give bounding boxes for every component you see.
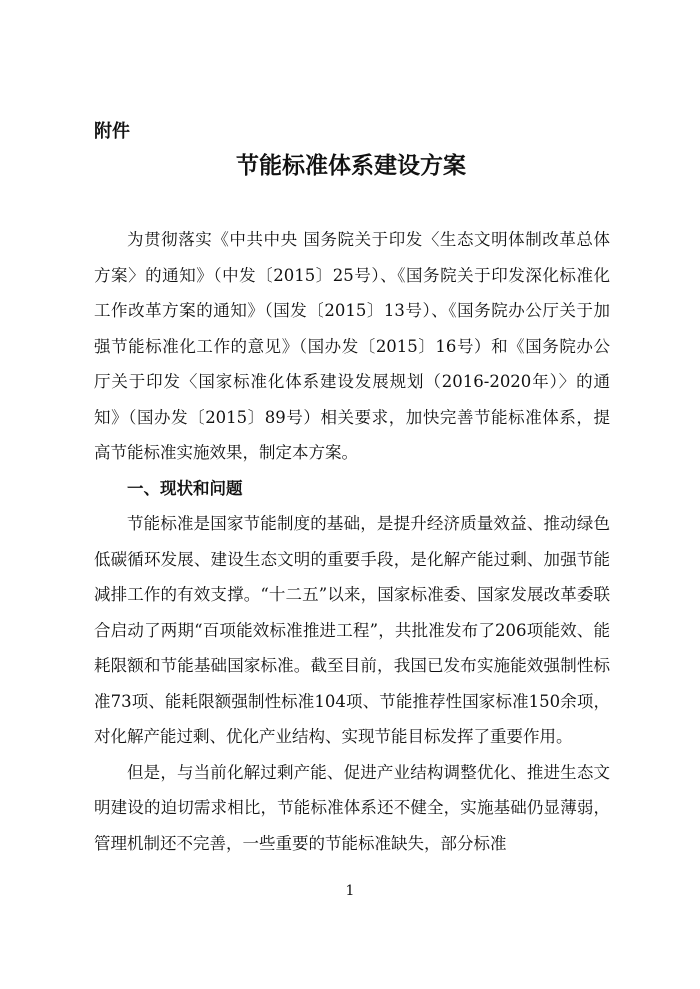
attachment-label: 附件 [94,121,130,142]
page-number: 1 [345,883,355,899]
status-paragraph: 节能标准是国家节能制度的基础，是提升经济质量效益、推动绿色低碳循环发展、建设生态文明的重要手段，是化解产能过剩、加强节能减排工作的有效支撑。“十二五”以来，国家标准委、国家发展改革委联合启动了两期“百项能效标准推进工程”，共批准发布了206项能效、能耗限额和节能基础国家标准。截至目前，我国已发布实施能效强制性标准73项、能耗限额强制性标准104项、节能推荐性国家标准150余项，对化解产能过剩、优化产业结构、实现节能目标发挥了重要作用。 [94,514,610,746]
document-title: 节能标准体系建设方案 [236,152,466,179]
intro-paragraph: 为贯彻落实《中共中央 国务院关于印发〈生态文明体制改革总体方案〉的通知》（中发〔2015〕25号）、《国务院关于印发深化标准化工作改革方案的通知》（国发〔2015〕13号）、《国务院办公厅关于加强节能标准化工作的意见》（国办发〔2015〕16号）和《国务院办公厅关于印发〈国家标准化体系建设发展规划（2016-2020年）〉的通知》（国办发〔2015〕89号）相关要求，加快完善节能标准体系，提高节能标准实施效果，制定本方案。 [94,230,610,462]
section-heading: 一、现状和问题 [127,478,243,498]
document-body [94,222,610,861]
problem-paragraph: 但是，与当前化解过剩产能、促进产业结构调整优化、推进生态文明建设的迫切需求相比，节能标准体系还不健全，实施基础仍显薄弱，管理机制还不完善，一些重要的节能标准缺失，部分标准 [94,762,610,853]
